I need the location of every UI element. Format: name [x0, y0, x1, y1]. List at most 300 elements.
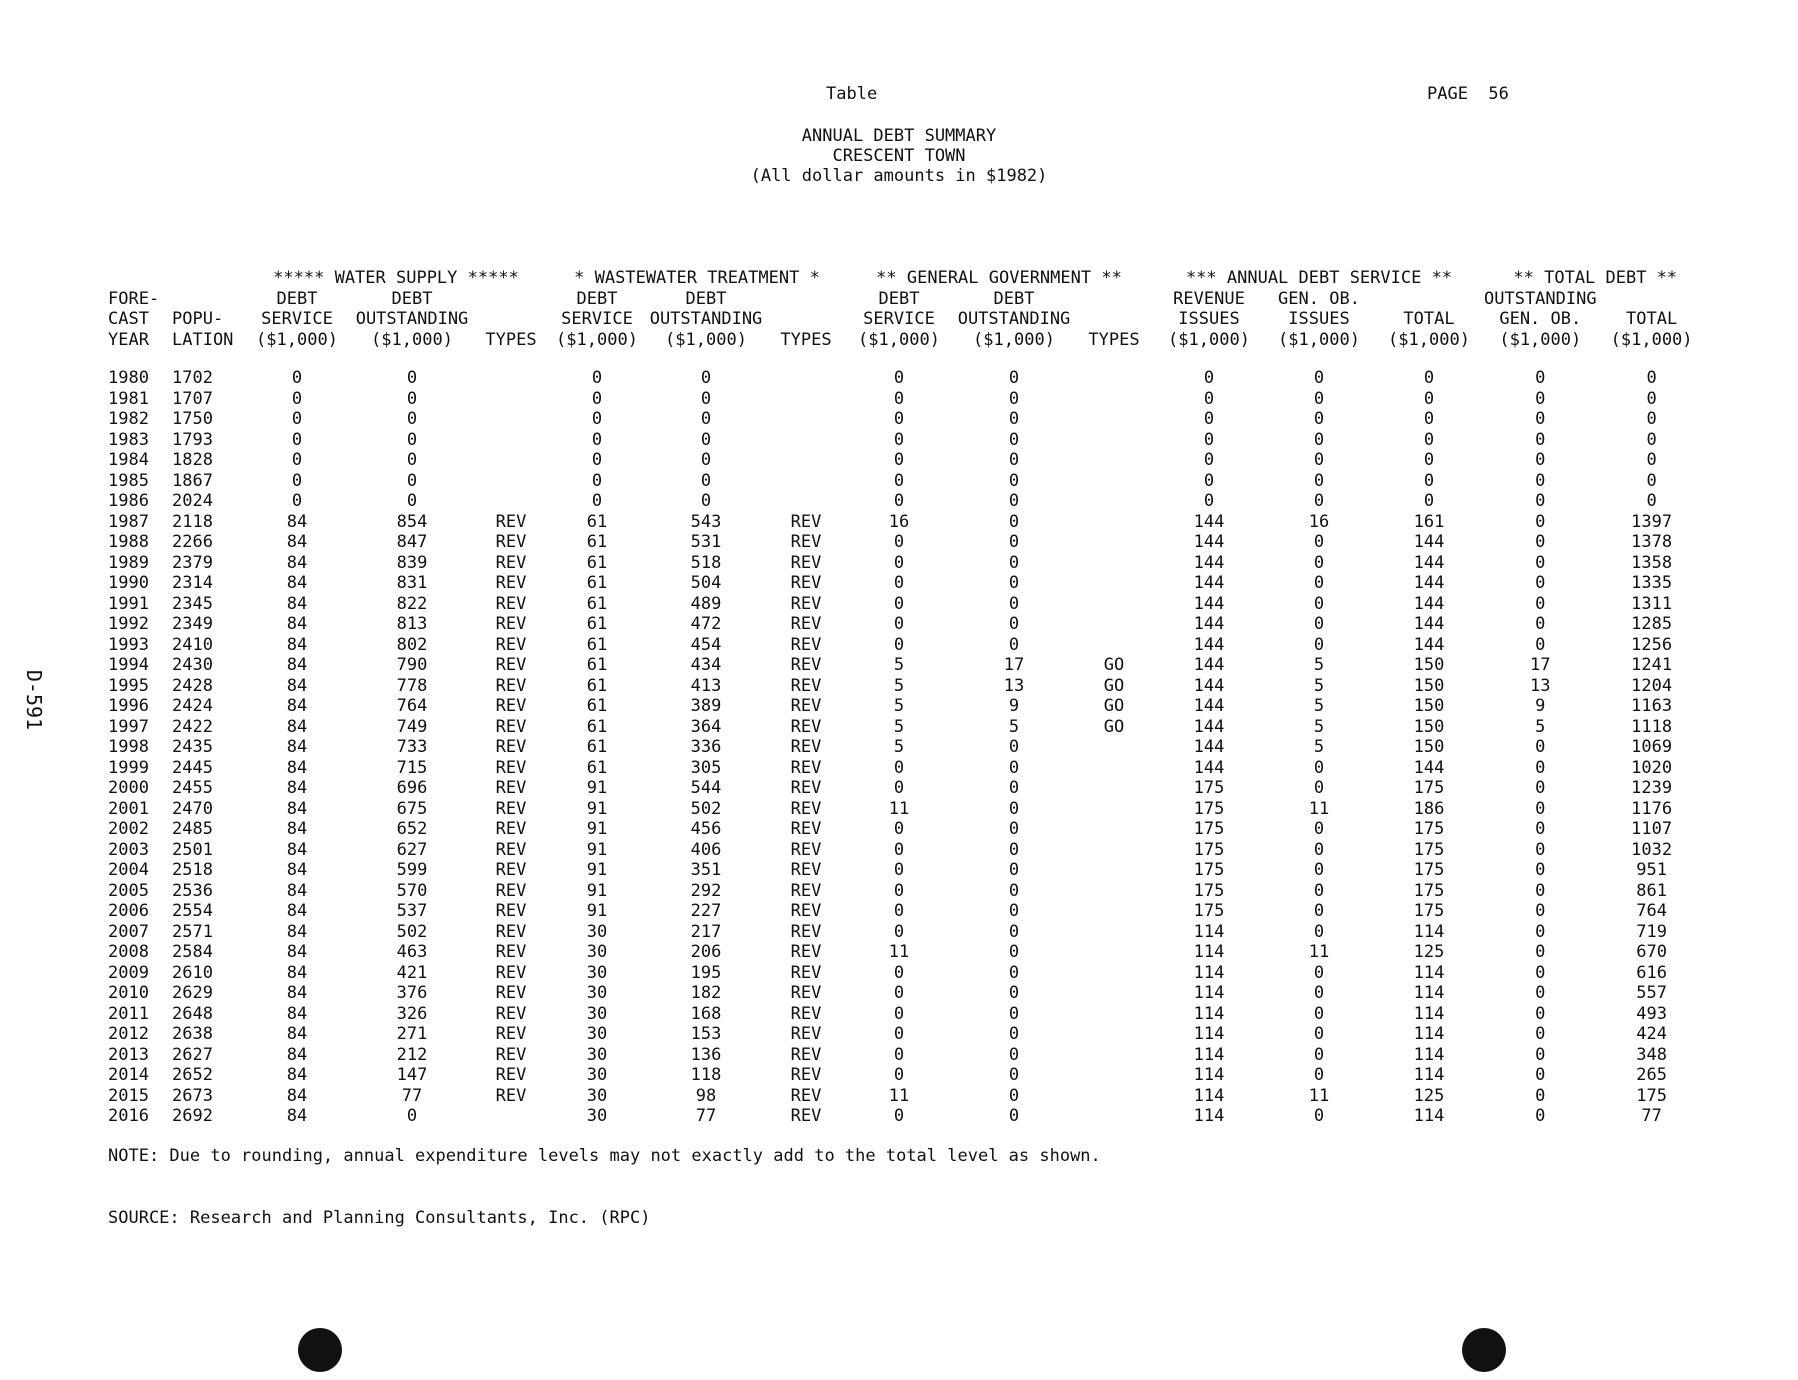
cell-population: 2428	[172, 675, 213, 696]
cell-population: 2673	[172, 1085, 213, 1106]
column-header-wastewater-types: TYPES	[780, 329, 832, 350]
cell-water-debt-outstanding: 599	[396, 860, 428, 880]
cell-wastewater-debt-outstanding: 389	[690, 696, 722, 716]
cell-outstanding-total: 1241	[1631, 655, 1673, 675]
cell-water-debt-outstanding: 0	[406, 388, 418, 409]
cell-water-debt-service: 84	[286, 1044, 308, 1065]
cell-gen-ob-issues: 0	[1313, 757, 1325, 778]
column-header-water-debt-service: ($1,000)	[256, 329, 338, 350]
cell-annual-total: 150	[1413, 737, 1445, 757]
cell-gengov-debt-service: 11	[888, 1085, 910, 1106]
table-row	[108, 614, 1707, 635]
cell-population: 2470	[172, 798, 213, 819]
cell-wastewater-types: REV	[790, 798, 822, 819]
cell-wastewater-debt-service: 30	[586, 962, 608, 983]
column-header-wastewater-debt-outstanding: DEBT	[685, 288, 727, 309]
column-header-population: POPU-	[172, 309, 224, 329]
cell-gen-ob-issues: 0	[1313, 1044, 1325, 1065]
cell-gengov-debt-outstanding: 0	[1008, 1044, 1020, 1065]
cell-population: 2501	[172, 839, 213, 860]
cell-year: 1991	[108, 593, 149, 614]
cell-water-types: REV	[495, 696, 527, 716]
cell-annual-total: 114	[1413, 1065, 1445, 1085]
cell-revenue-issues: 144	[1193, 532, 1225, 552]
cell-outstanding-gen-ob: 0	[1535, 839, 1546, 860]
table-row	[108, 799, 1707, 820]
cell-outstanding-gen-ob: 0	[1535, 1024, 1546, 1044]
cell-wastewater-debt-outstanding: 456	[690, 819, 722, 839]
cell-gengov-debt-outstanding: 0	[1008, 552, 1020, 573]
cell-gengov-debt-outstanding: 0	[1008, 921, 1020, 942]
cell-year: 1993	[108, 634, 149, 655]
cell-annual-total: 144	[1413, 593, 1445, 614]
cell-gengov-debt-service: 0	[893, 593, 905, 614]
column-header-outstanding-gen-ob: ($1,000)	[1499, 329, 1582, 350]
cell-wastewater-types	[768, 430, 844, 451]
cell-population: 2345	[172, 593, 213, 614]
cell-water-types: REV	[495, 511, 527, 532]
cell-revenue-issues: 175	[1193, 901, 1225, 921]
cell-gen-ob-issues: 0	[1313, 860, 1325, 880]
cell-outstanding-total: 0	[1646, 450, 1657, 470]
punch-hole-left	[298, 1328, 342, 1372]
cell-gen-ob-issues: 0	[1313, 1024, 1325, 1044]
cell-gengov-debt-service: 0	[893, 429, 905, 450]
cell-outstanding-gen-ob: 0	[1535, 860, 1546, 880]
group-header-water: ***** WATER SUPPLY *****	[273, 268, 519, 288]
cell-wastewater-types: REV	[790, 757, 822, 778]
cell-gengov-types	[1074, 430, 1154, 451]
cell-outstanding-total: 175	[1636, 1085, 1667, 1106]
cell-year: 2004	[108, 860, 149, 880]
cell-population: 2118	[172, 511, 213, 532]
cell-wastewater-debt-service: 0	[591, 450, 603, 470]
cell-water-types: REV	[495, 675, 527, 696]
column-header-outstanding-gen-ob: GEN. OB.	[1499, 309, 1582, 329]
cell-gengov-debt-outstanding: 0	[1008, 1065, 1020, 1085]
cell-wastewater-types: REV	[790, 737, 822, 757]
column-header-revenue-issues: REVENUE	[1173, 288, 1245, 309]
cell-revenue-issues: 114	[1193, 1003, 1225, 1024]
cell-annual-total: 175	[1413, 778, 1445, 798]
cell-water-debt-outstanding: 764	[396, 696, 428, 716]
cell-year: 1989	[108, 552, 149, 573]
cell-outstanding-total: 719	[1636, 921, 1667, 942]
cell-water-debt-outstanding: 778	[396, 675, 428, 696]
cell-gengov-types	[1074, 389, 1154, 410]
cell-water-debt-outstanding: 326	[396, 1003, 428, 1024]
cell-water-types	[472, 491, 550, 512]
cell-outstanding-total: 1118	[1631, 716, 1673, 737]
table-row	[108, 696, 1707, 717]
column-header-population	[172, 289, 242, 310]
cell-wastewater-debt-service: 30	[586, 921, 608, 942]
cell-outstanding-total: 1163	[1631, 696, 1673, 716]
table-row	[108, 471, 1707, 492]
table-row	[108, 717, 1707, 738]
cell-water-types: REV	[495, 593, 527, 614]
cell-gengov-types	[1074, 1024, 1154, 1045]
cell-revenue-issues: 175	[1193, 819, 1225, 839]
column-header-outstanding-total: TOTAL	[1626, 309, 1678, 329]
table-row	[108, 450, 1707, 471]
cell-water-debt-service: 84	[286, 860, 308, 880]
cell-wastewater-types: REV	[790, 593, 822, 614]
cell-revenue-issues: 0	[1203, 429, 1215, 450]
cell-gengov-debt-outstanding: 0	[1008, 368, 1020, 388]
cell-gengov-types	[1074, 758, 1154, 779]
cell-gengov-debt-service: 0	[893, 1044, 905, 1065]
column-header-gen-ob-issues: ($1,000)	[1278, 329, 1360, 350]
cell-water-debt-outstanding: 271	[396, 1024, 428, 1044]
cell-gengov-debt-outstanding: 17	[1003, 655, 1025, 675]
source-note: SOURCE: Research and Planning Consultants, Inc. (RPC)	[108, 1208, 651, 1228]
cell-gen-ob-issues: 0	[1313, 409, 1325, 429]
cell-wastewater-types: REV	[790, 962, 822, 983]
cell-year: 1996	[108, 696, 149, 716]
cell-revenue-issues: 0	[1203, 470, 1215, 491]
cell-water-types: REV	[495, 819, 527, 839]
cell-annual-total: 144	[1413, 634, 1445, 655]
cell-gengov-debt-outstanding: 0	[1008, 1106, 1020, 1126]
cell-revenue-issues: 175	[1193, 798, 1225, 819]
cell-year: 1980	[108, 368, 149, 388]
debt-summary-table	[108, 268, 1707, 1127]
cell-year: 1994	[108, 655, 149, 675]
cell-gengov-types	[1074, 778, 1154, 799]
cell-water-debt-outstanding: 854	[396, 511, 428, 532]
cell-population: 2692	[172, 1106, 213, 1126]
column-header-annual-total: ($1,000)	[1388, 329, 1470, 350]
cell-wastewater-types: REV	[790, 634, 822, 655]
cell-year: 2012	[108, 1024, 149, 1044]
cell-gengov-debt-outstanding: 0	[1008, 1024, 1020, 1044]
cell-wastewater-debt-outstanding: 227	[690, 901, 722, 921]
column-header-outstanding-total	[1597, 289, 1707, 310]
cell-gengov-types	[1074, 512, 1154, 533]
cell-water-types: REV	[495, 1044, 527, 1065]
cell-water-debt-outstanding: 0	[406, 409, 418, 429]
cell-water-debt-service: 84	[286, 675, 308, 696]
table-row	[108, 409, 1707, 430]
column-header-water-debt-outstanding: ($1,000)	[371, 329, 453, 350]
cell-population: 1702	[172, 368, 213, 388]
cell-water-debt-service: 0	[291, 450, 303, 470]
punch-hole-right	[1462, 1328, 1506, 1372]
cell-year: 2015	[108, 1085, 149, 1106]
cell-water-debt-service: 84	[286, 798, 308, 819]
cell-outstanding-gen-ob: 0	[1535, 614, 1546, 634]
cell-outstanding-gen-ob: 0	[1535, 962, 1546, 983]
cell-gen-ob-issues: 0	[1313, 573, 1325, 593]
cell-gen-ob-issues: 0	[1313, 921, 1325, 942]
cell-wastewater-types: REV	[790, 1106, 822, 1126]
group-header-total-debt: ** TOTAL DEBT **	[1513, 268, 1678, 288]
cell-outstanding-total: 1176	[1631, 798, 1673, 819]
cell-gen-ob-issues: 5	[1313, 737, 1325, 757]
cell-outstanding-gen-ob: 0	[1535, 491, 1546, 511]
cell-wastewater-types: REV	[790, 983, 822, 1003]
column-header-outstanding-total: ($1,000)	[1610, 329, 1693, 350]
column-header-water-types	[472, 309, 550, 330]
table-row	[108, 963, 1707, 984]
cell-water-debt-service: 84	[286, 593, 308, 614]
cell-wastewater-debt-outstanding: 217	[690, 921, 722, 942]
cell-gen-ob-issues: 5	[1313, 716, 1325, 737]
cell-population: 2314	[172, 573, 213, 593]
cell-gengov-types	[1074, 901, 1154, 922]
cell-population: 1793	[172, 429, 213, 450]
cell-water-debt-outstanding: 0	[406, 491, 418, 511]
cell-outstanding-gen-ob: 0	[1535, 593, 1546, 614]
cell-annual-total: 114	[1413, 1044, 1445, 1065]
column-header-gengov-types	[1074, 309, 1154, 330]
cell-outstanding-total: 1239	[1631, 778, 1673, 798]
cell-annual-total: 125	[1413, 1085, 1445, 1106]
cell-water-debt-service: 84	[286, 573, 308, 593]
cell-gengov-debt-service: 0	[893, 962, 905, 983]
cell-wastewater-debt-outstanding: 364	[690, 716, 722, 737]
cell-water-debt-service: 84	[286, 962, 308, 983]
cell-annual-total: 0	[1423, 450, 1435, 470]
cell-water-debt-outstanding: 463	[396, 942, 428, 962]
cell-annual-total: 144	[1413, 532, 1445, 552]
cell-gengov-types	[1074, 614, 1154, 635]
cell-gengov-debt-service: 0	[893, 819, 905, 839]
cell-water-debt-service: 0	[291, 470, 303, 491]
cell-outstanding-gen-ob: 0	[1535, 798, 1546, 819]
cell-gengov-debt-service: 0	[893, 450, 905, 470]
cell-revenue-issues: 144	[1193, 757, 1225, 778]
cell-wastewater-debt-service: 30	[586, 1106, 608, 1126]
cell-annual-total: 114	[1413, 1024, 1445, 1044]
cell-gen-ob-issues: 0	[1313, 839, 1325, 860]
cell-gengov-debt-outstanding: 0	[1008, 511, 1020, 532]
cell-population: 2518	[172, 860, 213, 880]
column-header-row-3	[108, 330, 1707, 351]
cell-annual-total: 0	[1423, 491, 1435, 511]
cell-water-types: REV	[495, 532, 527, 552]
cell-population: 2266	[172, 532, 213, 552]
cell-gengov-debt-service: 0	[893, 552, 905, 573]
column-header-annual-total	[1374, 289, 1484, 310]
cell-revenue-issues: 114	[1193, 1024, 1225, 1044]
cell-water-debt-outstanding: 802	[396, 634, 428, 655]
cell-water-debt-outstanding: 749	[396, 716, 428, 737]
column-header-gengov-debt-service: SERVICE	[863, 309, 935, 329]
cell-outstanding-total: 1335	[1631, 573, 1673, 593]
cell-wastewater-debt-service: 30	[586, 1085, 608, 1106]
cell-wastewater-debt-outstanding: 0	[700, 491, 712, 511]
cell-gengov-debt-service: 0	[893, 860, 905, 880]
cell-outstanding-total: 424	[1636, 1024, 1667, 1044]
cell-gengov-debt-outstanding: 0	[1008, 1003, 1020, 1024]
cell-water-debt-service: 84	[286, 839, 308, 860]
column-header-year: FORE-	[108, 288, 160, 309]
cell-gengov-debt-outstanding: 0	[1008, 614, 1020, 634]
cell-annual-total: 161	[1413, 511, 1445, 532]
cell-water-debt-service: 0	[291, 429, 303, 450]
cell-wastewater-types: REV	[790, 921, 822, 942]
cell-annual-total: 150	[1413, 696, 1445, 716]
cell-population: 2485	[172, 819, 213, 839]
cell-wastewater-debt-outstanding: 502	[690, 798, 722, 819]
cell-gengov-types	[1074, 819, 1154, 840]
cell-outstanding-gen-ob: 0	[1535, 532, 1546, 552]
cell-gengov-debt-outstanding: 0	[1008, 983, 1020, 1003]
cell-year: 1984	[108, 450, 149, 470]
cell-population: 1867	[172, 470, 213, 491]
cell-water-types: REV	[495, 983, 527, 1003]
cell-revenue-issues: 114	[1193, 1106, 1225, 1126]
cell-revenue-issues: 0	[1203, 388, 1215, 409]
cell-gengov-debt-outstanding: 0	[1008, 429, 1020, 450]
cell-gengov-debt-service: 11	[888, 798, 910, 819]
cell-population: 2584	[172, 942, 213, 962]
cell-gengov-debt-outstanding: 0	[1008, 409, 1020, 429]
cell-annual-total: 144	[1413, 757, 1445, 778]
cell-water-types: REV	[495, 552, 527, 573]
cell-water-debt-outstanding: 0	[406, 470, 418, 491]
cell-gengov-debt-outstanding: 0	[1008, 573, 1020, 593]
cell-water-debt-outstanding: 502	[396, 921, 428, 942]
cell-annual-total: 0	[1423, 429, 1435, 450]
column-header-annual-total: TOTAL	[1403, 309, 1455, 329]
cell-wastewater-debt-outstanding: 0	[700, 409, 712, 429]
cell-revenue-issues: 144	[1193, 716, 1225, 737]
cell-wastewater-types	[768, 450, 844, 471]
cell-wastewater-debt-outstanding: 406	[690, 839, 722, 860]
cell-population: 2424	[172, 696, 213, 716]
cell-revenue-issues: 144	[1193, 552, 1225, 573]
cell-year: 2003	[108, 839, 149, 860]
cell-wastewater-debt-service: 91	[586, 839, 608, 860]
cell-gengov-types	[1074, 942, 1154, 963]
cell-annual-total: 114	[1413, 983, 1445, 1003]
cell-year: 1998	[108, 737, 149, 757]
cell-water-debt-service: 84	[286, 614, 308, 634]
cell-gengov-debt-service: 16	[888, 511, 910, 532]
cell-wastewater-types: REV	[790, 696, 822, 716]
cell-revenue-issues: 114	[1193, 1065, 1225, 1085]
cell-outstanding-gen-ob: 0	[1535, 1085, 1546, 1106]
column-header-row-1	[108, 289, 1707, 310]
cell-wastewater-types: REV	[790, 1003, 822, 1024]
cell-gengov-debt-service: 0	[893, 1024, 905, 1044]
cell-wastewater-debt-outstanding: 434	[690, 655, 722, 675]
cell-outstanding-total: 1311	[1631, 593, 1673, 614]
cell-population: 2379	[172, 552, 213, 573]
cell-water-types: REV	[495, 614, 527, 634]
cell-annual-total: 175	[1413, 860, 1445, 880]
table-row	[108, 942, 1707, 963]
cell-wastewater-debt-outstanding: 182	[690, 983, 722, 1003]
cell-annual-total: 0	[1423, 388, 1435, 409]
cell-gengov-types	[1074, 922, 1154, 943]
cell-wastewater-debt-outstanding: 543	[690, 511, 722, 532]
cell-wastewater-debt-service: 30	[586, 983, 608, 1003]
table-row	[108, 881, 1707, 902]
cell-gengov-types	[1074, 1065, 1154, 1086]
cell-water-debt-outstanding: 847	[396, 532, 428, 552]
cell-gen-ob-issues: 5	[1313, 655, 1325, 675]
cell-water-debt-outstanding: 831	[396, 573, 428, 593]
cell-outstanding-total: 1378	[1631, 532, 1673, 552]
cell-water-debt-outstanding: 733	[396, 737, 428, 757]
cell-wastewater-debt-outstanding: 168	[690, 1003, 722, 1024]
cell-outstanding-gen-ob: 0	[1535, 983, 1546, 1003]
cell-gen-ob-issues: 0	[1313, 614, 1325, 634]
cell-annual-total: 175	[1413, 901, 1445, 921]
cell-outstanding-total: 0	[1646, 491, 1657, 511]
cell-wastewater-debt-service: 61	[586, 757, 608, 778]
cell-outstanding-gen-ob: 0	[1535, 1106, 1546, 1126]
cell-gengov-types: GO	[1103, 696, 1125, 716]
cell-gengov-debt-outstanding: 5	[1008, 716, 1020, 737]
cell-water-debt-service: 84	[286, 737, 308, 757]
cell-year: 2002	[108, 819, 149, 839]
cell-year: 2001	[108, 798, 149, 819]
cell-gengov-debt-service: 5	[893, 716, 905, 737]
cell-gen-ob-issues: 0	[1313, 1106, 1325, 1126]
column-header-gen-ob-issues: GEN. OB.	[1278, 288, 1360, 309]
cell-gengov-types	[1074, 491, 1154, 512]
cell-wastewater-types: REV	[790, 819, 822, 839]
cell-wastewater-debt-service: 0	[591, 409, 603, 429]
table-row	[108, 758, 1707, 779]
column-header-outstanding-gen-ob: OUTSTANDING	[1484, 288, 1597, 309]
cell-wastewater-types: REV	[790, 839, 822, 860]
cell-water-debt-service: 84	[286, 921, 308, 942]
cell-outstanding-total: 265	[1636, 1065, 1667, 1085]
cell-outstanding-total: 77	[1641, 1106, 1662, 1126]
cell-wastewater-debt-outstanding: 336	[690, 737, 722, 757]
cell-outstanding-gen-ob: 0	[1535, 901, 1546, 921]
cell-gengov-types	[1074, 553, 1154, 574]
table-row	[108, 594, 1707, 615]
cell-water-debt-service: 0	[291, 368, 303, 388]
cell-water-debt-outstanding: 212	[396, 1044, 428, 1065]
cell-gengov-debt-service: 0	[893, 368, 905, 388]
cell-gengov-types	[1074, 737, 1154, 758]
column-header-water-debt-outstanding: OUTSTANDING	[355, 309, 469, 329]
cell-gengov-types	[1074, 1106, 1154, 1127]
cell-wastewater-types: REV	[790, 942, 822, 962]
cell-wastewater-types: REV	[790, 1065, 822, 1085]
cell-outstanding-total: 1256	[1631, 634, 1673, 655]
cell-water-types: REV	[495, 1085, 527, 1106]
table-row	[108, 1045, 1707, 1066]
cell-wastewater-types: REV	[790, 1024, 822, 1044]
cell-outstanding-gen-ob: 5	[1535, 716, 1546, 737]
cell-water-debt-outstanding: 839	[396, 552, 428, 573]
cell-year: 1982	[108, 409, 149, 429]
cell-year: 2011	[108, 1003, 149, 1024]
column-header-water-types: TYPES	[485, 329, 537, 350]
cell-population: 2638	[172, 1024, 213, 1044]
column-header-gengov-debt-outstanding: ($1,000)	[973, 329, 1055, 350]
cell-wastewater-debt-outstanding: 454	[690, 634, 722, 655]
cell-gengov-debt-outstanding: 0	[1008, 901, 1020, 921]
column-header-gengov-debt-outstanding: OUTSTANDING	[957, 309, 1071, 329]
cell-annual-total: 114	[1413, 962, 1445, 983]
cell-gengov-types	[1074, 635, 1154, 656]
cell-population: 2627	[172, 1044, 213, 1065]
cell-gengov-debt-outstanding: 0	[1008, 450, 1020, 470]
cell-water-debt-service: 84	[286, 757, 308, 778]
cell-gengov-types	[1074, 860, 1154, 881]
cell-wastewater-debt-service: 61	[586, 511, 608, 532]
